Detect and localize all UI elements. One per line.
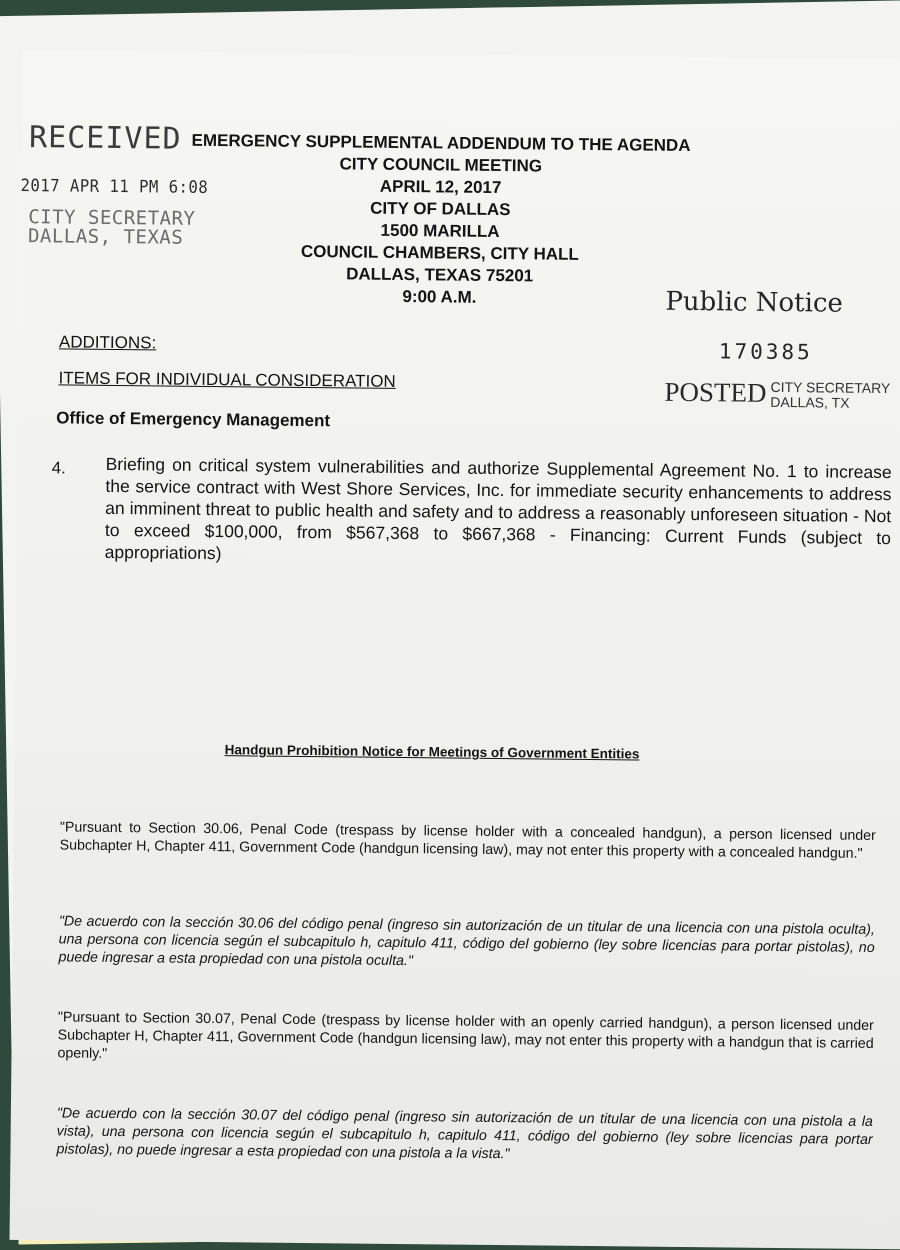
items-heading: ITEMS FOR INDIVIDUAL CONSIDERATION xyxy=(58,368,396,391)
header-street: 1500 MARILLA xyxy=(380,220,500,242)
posted-secretary-line2: DALLAS, TX xyxy=(770,393,850,411)
received-datetime-stamp: 2017 APR 11 PM 6:08 xyxy=(20,175,209,198)
handgun-paragraph-3007-en: "Pursuant to Section 30.07, Penal Code (trespass by license holder with an openly carried handgun), a person licensed under Subchapter H, Chapter 411, Government Code (handgun licensing law), may not enter this property with a handgun that is carried openly." xyxy=(57,1009,874,1062)
header-city: CITY OF DALLAS xyxy=(370,198,511,220)
item-description: Briefing on critical system vulnerabilities and authorize Supplemental Agreement No. 1 to increase the service contract with West Shore Services, Inc. for immediate security enhancements to address an imminent threat to public health and safety and to address a reasonably unforeseen situation - Not to exceed $100,000, from $567,368 to $667,368 - Financing: Current Funds (subject to appropriations) xyxy=(104,453,892,564)
handgun-paragraph-3007-es: "De acuerdo con la sección 30.07 del código penal (ingreso sin autorización de un titular de una licencia con una pistola a la vista), una persona con licencia según el subcapitulo h, capitulo 411, código del gobierno (ley sobre licencias para portar pistolas), no puede ingresar a esta propiedad con una pistola a la vista." xyxy=(56,1105,873,1163)
handgun-notice-title: Handgun Prohibition Notice for Meetings of Government Entities xyxy=(224,742,640,762)
received-secretary-line1: CITY SECRETARY xyxy=(28,206,196,230)
public-notice-stamp: Public Notice xyxy=(665,286,844,319)
handgun-paragraph-3006-en: "Pursuant to Section 30.06, Penal Code (trespass by license holder with a concealed handgun), a person licensed under Subchapter H, Chapter 411, Government Code (handgun licensing law), may not enter this property with a concealed handgun." xyxy=(59,819,876,862)
posted-stamp: POSTED xyxy=(664,376,767,408)
agenda-page xyxy=(10,50,900,1250)
additions-label: ADDITIONS xyxy=(58,332,152,353)
posted-secretary-line1: CITY SECRETARY xyxy=(770,378,891,397)
received-secretary-line2: DALLAS, TEXAS xyxy=(27,225,184,249)
received-stamp: RECEIVED xyxy=(28,120,182,157)
header-title: EMERGENCY SUPPLEMENTAL ADDENDUM TO THE AGENDA xyxy=(191,130,691,156)
office-heading: Office of Emergency Management xyxy=(56,408,331,431)
header-date: APRIL 12, 2017 xyxy=(379,176,502,198)
item-number: 4. xyxy=(51,458,66,478)
header-location: COUNCIL CHAMBERS, CITY HALL xyxy=(300,241,579,264)
handgun-paragraph-3006-es: "De acuerdo con la sección 30.06 del código penal (ingreso sin autorización de un titular de una licencia con una pistola oculta), una persona con licencia según el subcapitulo h, capitulo 411, código del gobierno (ley sobre licencias para portar pistolas), no puede ingresar a esta propiedad con una pistola oculta." xyxy=(58,913,875,970)
header-time: 9:00 A.M. xyxy=(402,286,477,307)
header-city-zip: DALLAS, TEXAS 75201 xyxy=(346,264,534,286)
posted-secretary-stamp xyxy=(770,380,890,411)
additions-heading: ADDITIONS: xyxy=(58,332,157,353)
notice-number-stamp: 170385 xyxy=(718,339,813,365)
agenda-header xyxy=(159,129,721,311)
header-meeting: CITY COUNCIL MEETING xyxy=(339,154,543,176)
